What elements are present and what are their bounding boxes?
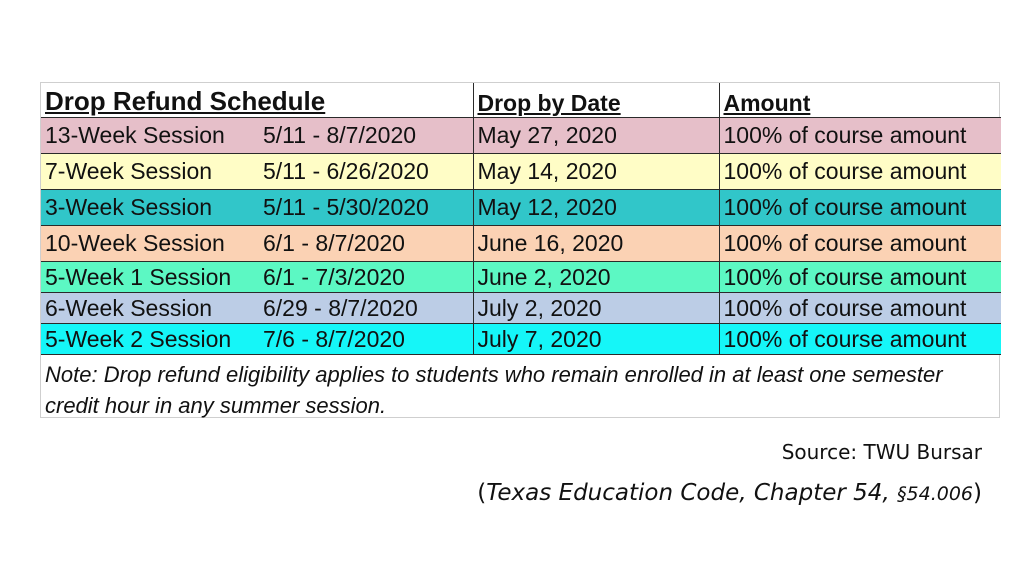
session-name: 3-Week Session xyxy=(45,194,213,220)
drop-by-cell: July 7, 2020 xyxy=(473,324,719,355)
session-cell xyxy=(41,226,473,262)
session-range: 6/1 - 7/3/2020 xyxy=(263,263,405,290)
amount-cell: 100% of course amount xyxy=(719,293,1001,324)
amount-cell: 100% of course amount xyxy=(719,118,1001,154)
session-range: 6/1 - 8/7/2020 xyxy=(263,230,405,256)
table-row xyxy=(41,118,1001,154)
session-cell xyxy=(41,293,473,324)
drop-by-header: Drop by Date xyxy=(473,83,719,118)
session-name: 7-Week Session xyxy=(45,158,213,184)
session-range: 7/6 - 8/7/2020 xyxy=(263,325,405,352)
amount-cell: 100% of course amount xyxy=(719,190,1001,226)
session-cell xyxy=(41,262,473,293)
drop-by-cell: May 14, 2020 xyxy=(473,154,719,190)
session-cell xyxy=(41,118,473,154)
citation-close-paren: ) xyxy=(973,480,982,506)
table-row xyxy=(41,324,1001,355)
drop-refund-table xyxy=(40,82,1000,418)
session-name: 6-Week Session xyxy=(45,294,213,321)
session-range: 5/11 - 5/30/2020 xyxy=(263,194,429,220)
session-cell xyxy=(41,154,473,190)
session-name: 13-Week Session xyxy=(45,122,225,148)
note-row xyxy=(41,355,1001,422)
session-range: 5/11 - 6/26/2020 xyxy=(263,158,429,184)
amount-cell: 100% of course amount xyxy=(719,262,1001,293)
session-range: 6/29 - 8/7/2020 xyxy=(263,294,418,321)
table-title: Drop Refund Schedule xyxy=(41,83,473,118)
table-row xyxy=(41,154,1001,190)
amount-header: Amount xyxy=(719,83,1001,118)
drop-by-cell: May 12, 2020 xyxy=(473,190,719,226)
source-label: Source: TWU Bursar xyxy=(781,440,982,464)
amount-cell: 100% of course amount xyxy=(719,154,1001,190)
legal-citation xyxy=(477,480,982,506)
citation-section: §54.006 xyxy=(897,483,974,505)
drop-by-cell: June 16, 2020 xyxy=(473,226,719,262)
table-header-row xyxy=(41,83,1001,118)
session-name: 5-Week 2 Session xyxy=(45,325,232,352)
refund-note: Note: Drop refund eligibility applies to students who remain enrolled in at least one semester credit hour in any summer session. xyxy=(45,362,943,418)
drop-by-cell: May 27, 2020 xyxy=(473,118,719,154)
session-cell xyxy=(41,190,473,226)
table-row xyxy=(41,262,1001,293)
session-range: 5/11 - 8/7/2020 xyxy=(263,122,417,148)
amount-cell: 100% of course amount xyxy=(719,324,1001,355)
citation-text: Texas Education Code, Chapter 54, xyxy=(486,480,898,506)
drop-by-cell: July 2, 2020 xyxy=(473,293,719,324)
table-row xyxy=(41,226,1001,262)
drop-by-cell: June 2, 2020 xyxy=(473,262,719,293)
session-name: 10-Week Session xyxy=(45,230,225,256)
citation-open-paren: ( xyxy=(477,480,487,506)
amount-cell: 100% of course amount xyxy=(719,226,1001,262)
session-cell xyxy=(41,324,473,355)
session-name: 5-Week 1 Session xyxy=(45,263,232,290)
table-row xyxy=(41,293,1001,324)
table-row xyxy=(41,190,1001,226)
